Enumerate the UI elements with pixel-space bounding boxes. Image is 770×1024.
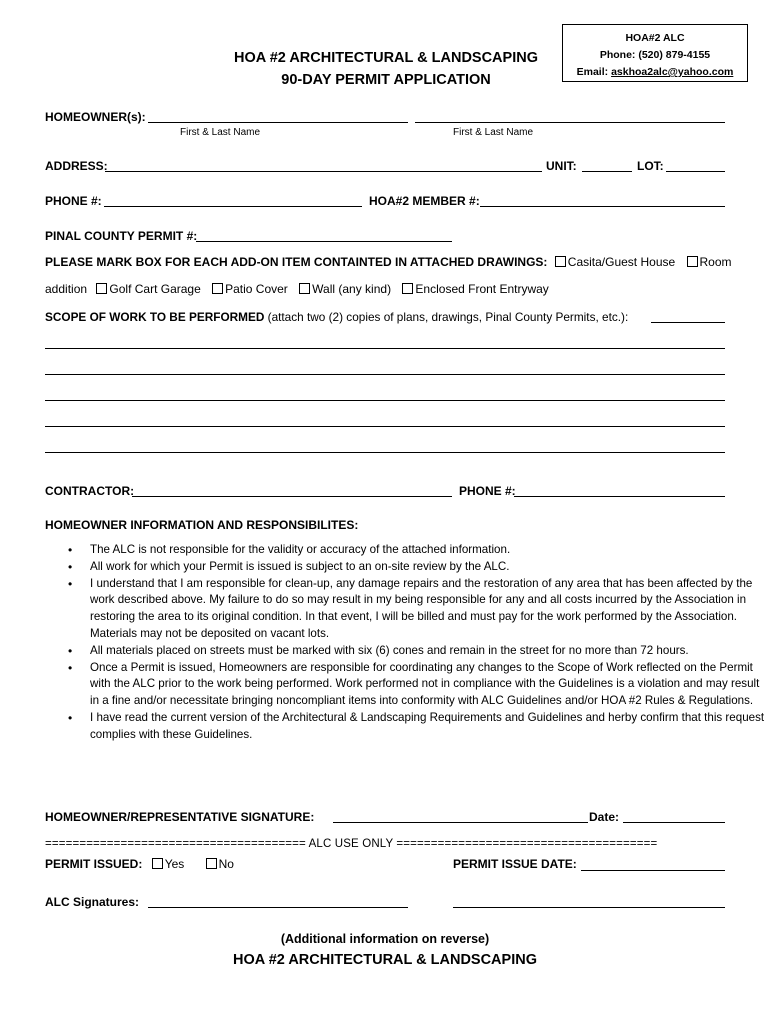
issued-no-label: No [218,857,234,871]
phone-label: PHONE #: [45,194,102,208]
golf-cart-label: Golf Cart Garage [109,282,201,296]
responsibilities-list [44,542,770,744]
scope-line-1[interactable] [45,348,725,349]
date-label: Date: [589,810,620,824]
permit-issue-date-field[interactable] [581,870,725,871]
lot-label: LOT: [637,159,664,173]
permit-issued-label: PERMIT ISSUED: [45,857,143,871]
contact-org: HOA#2 ALC [625,32,685,44]
casita-label: Casita/Guest House [567,255,676,269]
form-title-line1: HOA #2 ARCHITECTURAL & LANDSCAPING [234,50,538,66]
contact-email-row [563,64,747,81]
scope-label: SCOPE OF WORK TO BE PERFORMED [45,310,265,324]
scope-line-2[interactable] [45,374,725,375]
footer-title: HOA #2 ARCHITECTURAL & LANDSCAPING [233,952,537,968]
homeowner-name-2-field[interactable] [415,122,725,123]
list-item: • All work for which your Permit is issued is subject to an on-site review by the ALC. [90,559,770,576]
issued-no-checkbox[interactable] [206,858,217,869]
permit-issue-date-label: PERMIT ISSUE DATE: [453,857,577,871]
entryway-label: Enclosed Front Entryway [415,282,549,296]
alc-divider: ====================================== ALC USE ONLY ====================================== [45,838,658,850]
form-title-line2: 90-DAY PERMIT APPLICATION [281,72,491,88]
casita-checkbox[interactable] [555,256,566,267]
scope-note: (attach two (2) copies of plans, drawings, Pinal County Permits, etc.): [264,310,629,324]
contractor-label: CONTRACTOR: [45,484,135,498]
member-label: HOA#2 MEMBER #: [369,194,480,208]
list-item: • Once a Permit is issued, Homeowners are responsible for coordinating any changes to the Scope of Work reflected on the Permit with the ALC prior to the work being performed. Work performed not in compliance with the Guidelines is a violation and may result in a fine and/or necessitate bringing noncompliant items into conformity with ALC Guidelines and/or HOA #2 Rules & Regulations. [90,660,770,710]
list-item: • I understand that I am responsible for clean-up, any damage repairs and the restoration of any area that has been affected by the work described above. My failure to do so may result in my being responsible for any and all costs incurred by the Association in restoring the area to its original condition. In that event, I will be billed and must pay for the work performed by the Association. Materials may not be deposited on vacant lots. [90,576,770,643]
homeowner-name-1-field[interactable] [148,122,408,123]
patio-checkbox[interactable] [212,283,223,294]
signature-label: HOMEOWNER/REPRESENTATIVE SIGNATURE: [45,810,315,824]
contractor-phone-field[interactable] [514,496,725,497]
list-item: • All materials placed on streets must be marked with six (6) cones and remain in the street for no more than 72 hours. [90,643,770,660]
scope-row [45,310,628,324]
alc-signatures-label: ALC Signatures: [45,895,140,909]
list-item: • I have read the current version of the Architectural & Landscaping Requirements and Guidelines and herby confirm that this request complies with these Guidelines. [90,710,770,744]
contact-phone: Phone: (520) 879-4155 [599,49,711,61]
room-label: Room [699,255,732,269]
room-checkbox[interactable] [687,256,698,267]
responsibilities-heading: HOMEOWNER INFORMATION AND RESPONSIBILITES: [45,518,359,532]
homeowners-label: HOMEOWNER(s): [45,110,146,124]
contractor-phone-label: PHONE #: [459,484,516,498]
permit-issued-row [45,857,234,871]
address-field[interactable] [105,171,542,172]
alc-signature-2-field[interactable] [453,907,725,908]
addons-row-2 [45,282,549,296]
reverse-note: (Additional information on reverse) [280,932,490,946]
name-hint-2: First & Last Name [453,127,534,138]
scope-line-5[interactable] [45,452,725,453]
scope-line-0[interactable] [651,322,725,323]
scope-line-4[interactable] [45,426,725,427]
addons-prompt: PLEASE MARK BOX FOR EACH ADD-ON ITEM CONTAINTED IN ATTACHED DRAWINGS: [45,255,548,269]
alc-signature-1-field[interactable] [148,907,408,908]
unit-field[interactable] [582,171,632,172]
golf-cart-checkbox[interactable] [96,283,107,294]
contact-box [562,24,748,82]
room-label-cont: addition [45,282,88,296]
wall-label: Wall (any kind) [312,282,392,296]
pinal-permit-label: PINAL COUNTY PERMIT #: [45,229,198,243]
member-field[interactable] [480,206,725,207]
scope-line-3[interactable] [45,400,725,401]
issued-yes-label: Yes [164,857,185,871]
name-hint-1: First & Last Name [180,127,261,138]
addons-row-1 [45,255,732,269]
contact-email-link[interactable]: askhoa2alc@yahoo.com [611,66,734,78]
phone-field[interactable] [104,206,362,207]
issued-yes-checkbox[interactable] [152,858,163,869]
entryway-checkbox[interactable] [402,283,413,294]
date-field[interactable] [623,822,725,823]
lot-field[interactable] [666,171,725,172]
list-item: • The ALC is not responsible for the validity or accuracy of the attached information. [90,542,770,559]
pinal-permit-field[interactable] [196,241,452,242]
contractor-field[interactable] [132,496,452,497]
contact-email-label: Email: [576,66,612,78]
wall-checkbox[interactable] [299,283,310,294]
unit-label: UNIT: [546,159,577,173]
address-label: ADDRESS: [45,159,108,173]
signature-field[interactable] [333,822,588,823]
patio-label: Patio Cover [225,282,288,296]
